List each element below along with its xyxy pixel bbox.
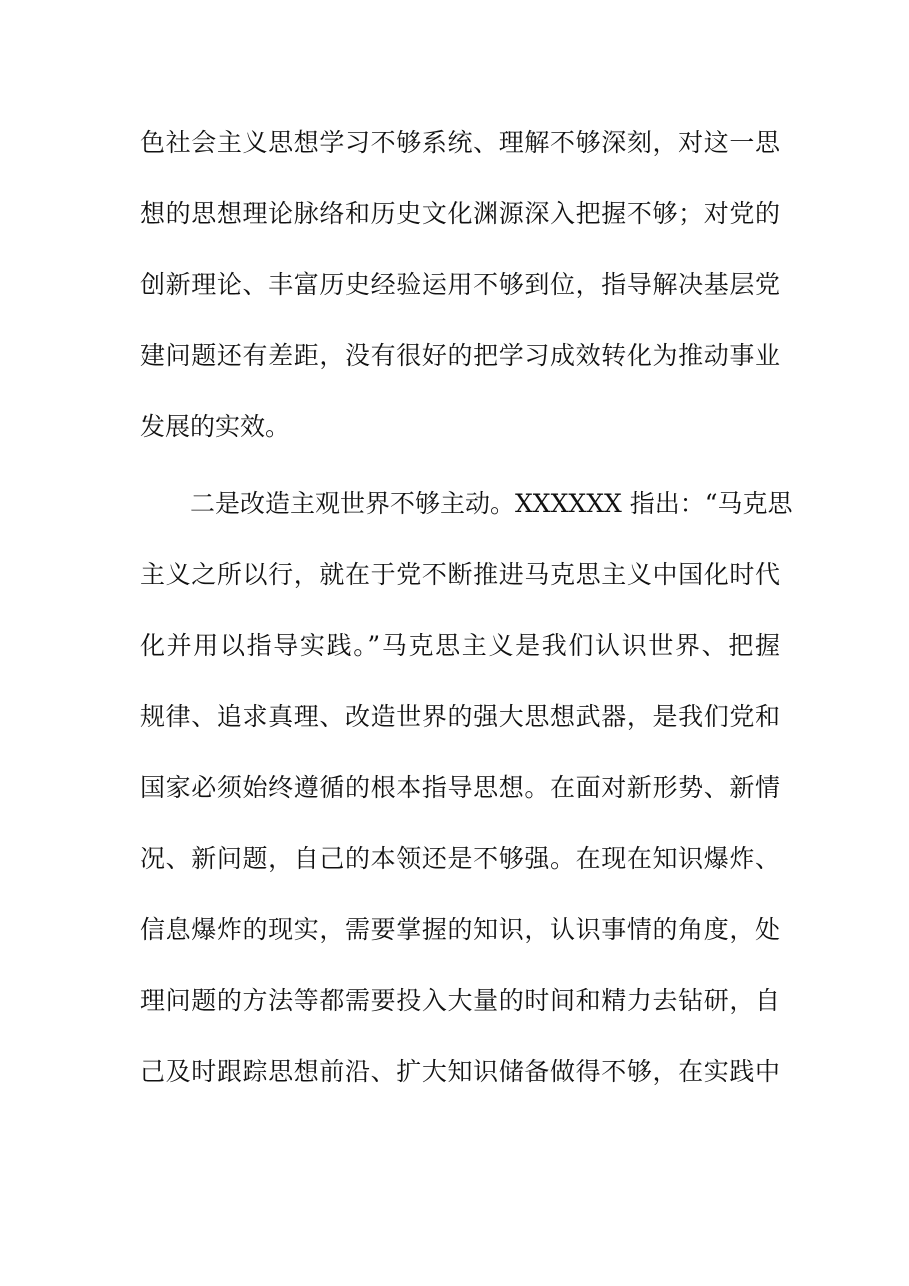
paragraph-1-line-4: 建问题还有差距，没有很好的把学习成效转化为推动事业 [140, 341, 780, 370]
paragraph-1-line-5: 发展的实效。 [140, 412, 291, 441]
paragraph-2-line-4: 规律、追求真理、改造世界的强大思想武器，是我们党和 [140, 702, 780, 731]
paragraph-2-line-7: 信息爆炸的现实，需要掌握的知识，认识事情的角度，处 [140, 915, 780, 944]
paragraph-1-line-3: 创新理论、丰富历史经验运用不够到位，指导解决基层党 [140, 270, 780, 299]
paragraph-1-line-2: 想的思想理论脉络和历史文化渊源深入把握不够；对党的 [140, 199, 780, 228]
paragraph-2-line-3: 化并用以指导实践。”马克思主义是我们认识世界、把握 [140, 631, 780, 660]
paragraph-2-line-6: 况、新问题，自己的本领还是不够强。在现在知识爆炸、 [140, 844, 780, 873]
paragraph-2-line-2: 主义之所以行，就在于党不断推进马克思主义中国化时代 [140, 560, 780, 589]
paragraph-1-line-1: 色社会主义思想学习不够系统、理解不够深刻，对这一思 [140, 128, 780, 157]
paragraph-2-line-9: 己及时跟踪思想前沿、扩大知识储备做得不够，在实践中 [140, 1057, 780, 1086]
paragraph-2-line-5: 国家必须始终遵循的根本指导思想。在面对新形势、新情 [140, 773, 780, 802]
paragraph-2-line-1: 二是改造主观世界不够主动。XXXXXX 指出：“马克思 [190, 489, 793, 518]
paragraph-2-line-8: 理问题的方法等都需要投入大量的时间和精力去钻研，自 [140, 986, 780, 1015]
